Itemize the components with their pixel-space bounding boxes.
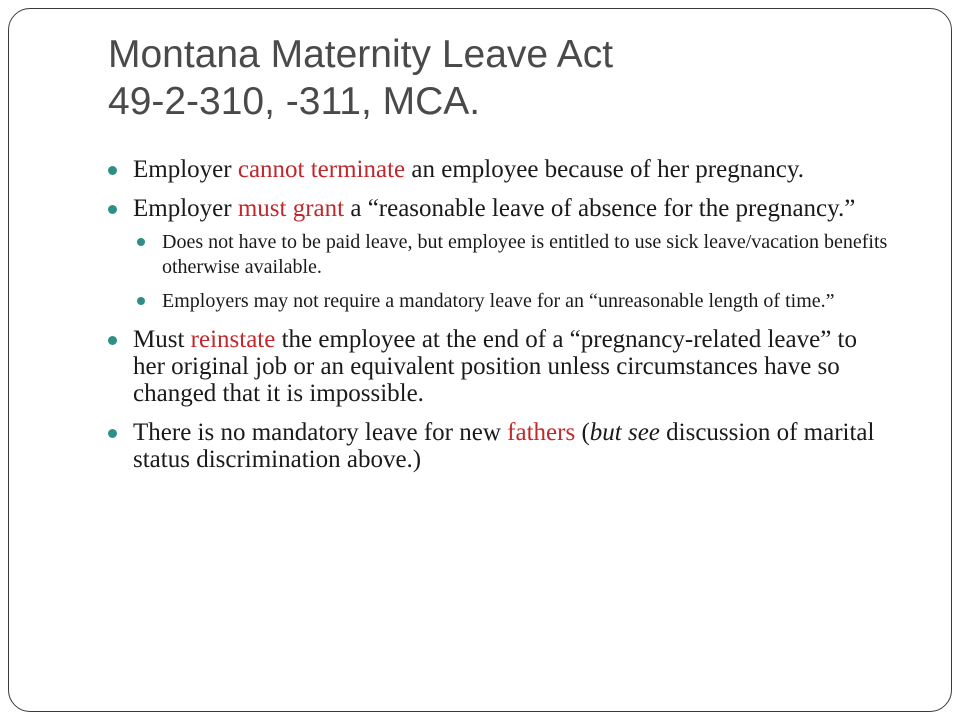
bullet-highlight: reinstate (190, 326, 276, 353)
bullet-dot-icon (108, 336, 117, 345)
bullet-item (105, 156, 895, 183)
bullet-italic: but see (589, 419, 660, 446)
bullet-text-post: an employee because of her pregnancy. (405, 156, 805, 183)
bullet-highlight: cannot terminate (237, 156, 406, 183)
sub-bullet-item (133, 289, 895, 314)
bullet-item (105, 326, 895, 407)
sub-bullet-list (133, 230, 895, 314)
slide-content (105, 156, 895, 485)
bullet-item (105, 195, 895, 314)
bullet-text-pre: Must (133, 326, 191, 353)
bullet-text-pre: There is no mandatory leave for new (133, 419, 508, 446)
bullet-text-post: the employee at the end of a “pregnancy-related leave” to her original job or an equivalent position unless circumstances have so changed that it is impossible. (133, 326, 857, 407)
bullet-list (105, 156, 895, 473)
sub-bullet-text: Employers may not require a mandatory leave for an “unreasonable length of time.” (162, 290, 835, 312)
bullet-text-pre: Employer (133, 156, 238, 183)
bullet-highlight: must grant (237, 195, 345, 222)
sub-bullet-dot-icon (137, 297, 145, 305)
bullet-text-post: discussion of marital status discrimination above.) (133, 419, 875, 473)
bullet-dot-icon (108, 166, 117, 175)
bullet-text-mid: ( (575, 419, 590, 446)
sub-bullet-text: Does not have to be paid leave, but employee is entitled to use sick leave/vacation benefits otherwise available. (162, 231, 888, 278)
bullet-highlight: fathers (507, 419, 576, 446)
title-line-2: 49-2-310, -311, MCA. (108, 79, 481, 123)
bullet-item (105, 419, 895, 473)
title-line-1: Montana Maternity Leave Act (108, 33, 614, 76)
bullet-text-pre: Employer (133, 195, 238, 222)
bullet-dot-icon (108, 429, 117, 438)
slide-title (108, 32, 908, 126)
sub-bullet-dot-icon (137, 238, 145, 246)
bullet-text-post: a “reasonable leave of absence for the pregnancy.” (344, 195, 856, 222)
bullet-dot-icon (108, 205, 117, 214)
sub-bullet-item (133, 230, 895, 280)
